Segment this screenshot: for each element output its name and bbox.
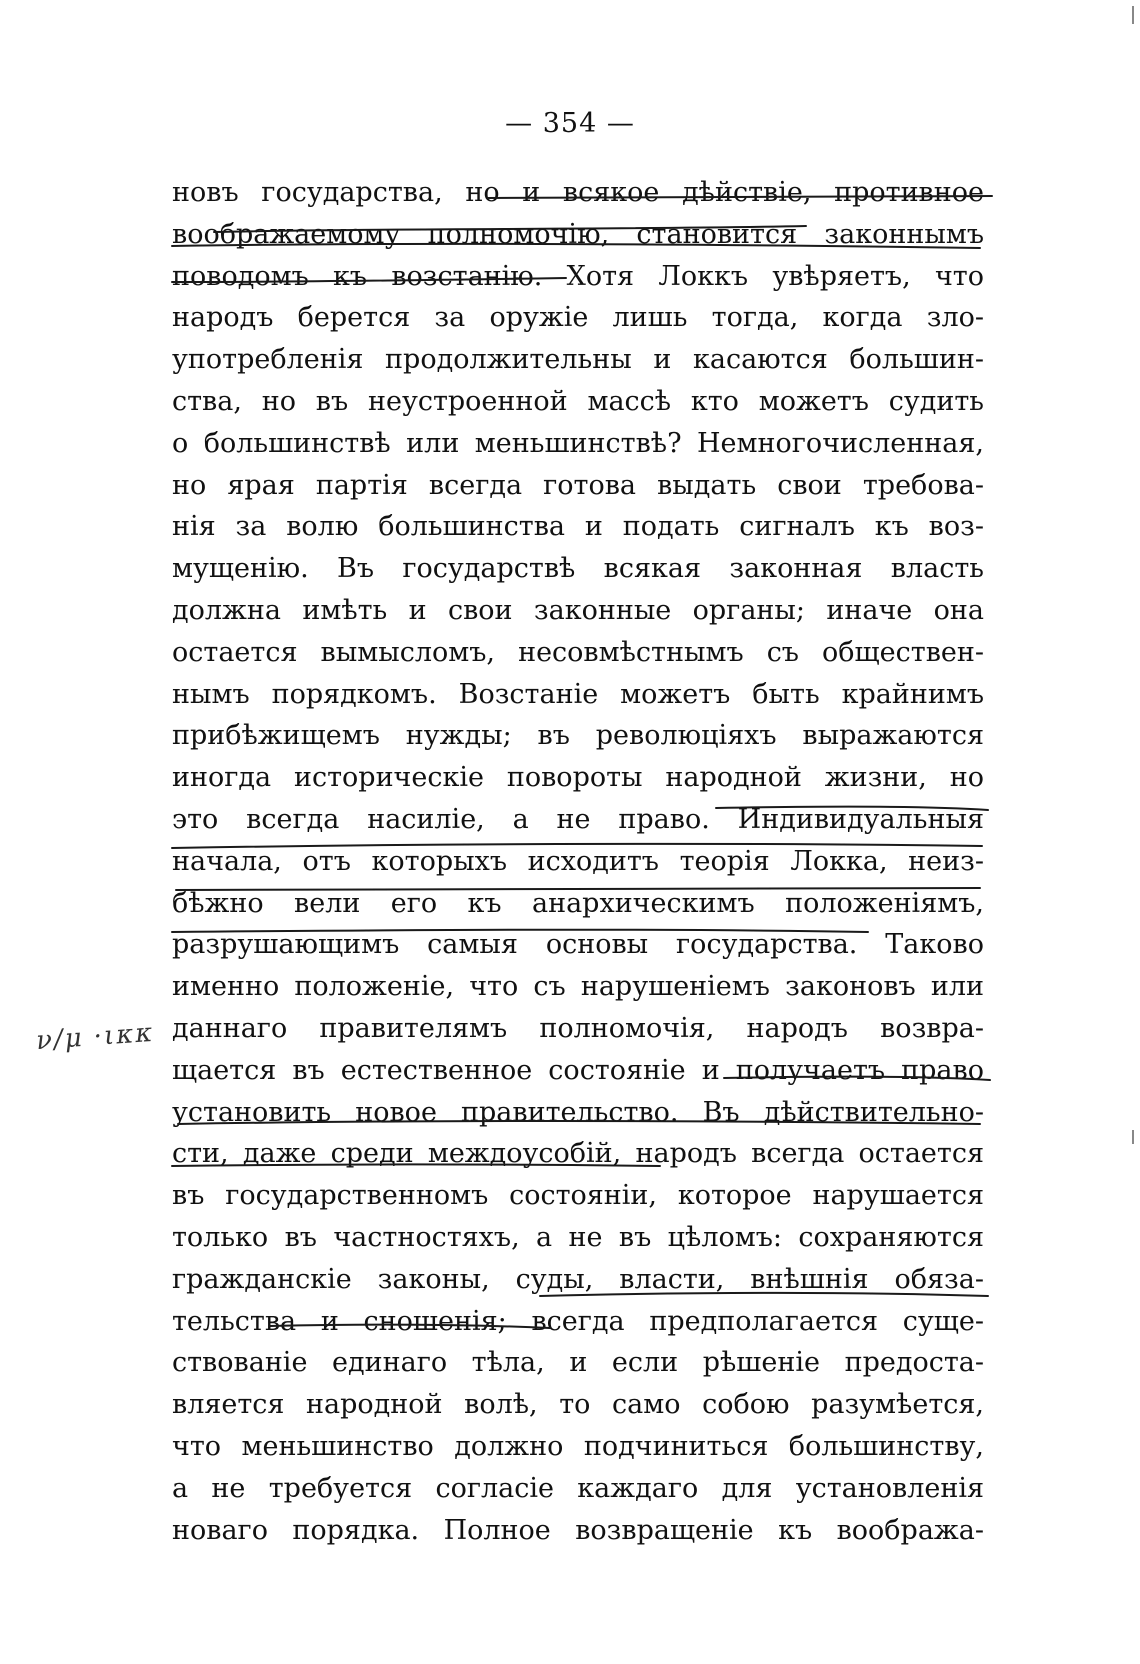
text-line: ства, но въ неустроенной массѣ кто можетъ судить <box>172 385 984 417</box>
text-line: народъ берется за оружіе лишь тогда, когда зло- <box>172 302 984 334</box>
text-line: должна имѣть и свои законные органы; иначе она <box>172 594 984 626</box>
text-line: гражданскіе законы, суды, власти, внѣшнія обяза- <box>172 1263 984 1295</box>
text-line: въ государственномъ состояніи, которое нарушается <box>172 1180 984 1212</box>
text-line: иногда историческіе повороты народной жизни, но <box>172 762 984 794</box>
text-line: о большинствѣ или меньшинствѣ? Немногочисленная, <box>172 427 984 459</box>
text-line: щается въ естественное состояніе и получаетъ право <box>172 1054 984 1086</box>
text-line: поводомъ къ возстанію. Хотя Локкъ увѣряетъ, что <box>172 260 984 292</box>
text-line: только въ частностяхъ, а не въ цѣломъ: сохраняются <box>172 1221 984 1253</box>
text-line: новаго порядка. Полное возвращеніе къ вообража- <box>172 1514 984 1546</box>
text-line: разрушающимъ самыя основы государства. Таково <box>172 929 984 961</box>
text-line: нія за волю большинства и подать сигналъ къ воз- <box>172 511 984 543</box>
text-line: начала, отъ которыхъ исходитъ теорія Локка, неиз- <box>172 845 984 877</box>
text-line: ствованіе единаго тѣла, и если рѣшеніе предоста- <box>172 1347 984 1379</box>
text-line: нымъ порядкомъ. Возстаніе можетъ быть крайнимъ <box>172 678 984 710</box>
text-line: воображаемому полномочію, становится законнымъ <box>172 218 984 250</box>
handwritten-marginal-note: ν/μ ·ικκ <box>35 1017 156 1057</box>
text-line: вляется народной волѣ, то само собою разумѣется, <box>172 1389 984 1421</box>
body-text <box>172 172 984 1551</box>
text-line: мущенію. Въ государствѣ всякая законная власть <box>172 553 984 585</box>
text-line: установить новое правительство. Въ дѣйствительно- <box>172 1096 984 1128</box>
scan-edge-mark <box>1132 1130 1134 1144</box>
scan-edge-mark <box>1132 6 1134 24</box>
text-line: новъ государства, но и всякое дѣйствіе, противное <box>172 177 984 208</box>
page-number: — 354 — <box>505 108 635 139</box>
text-line: это всегда насиліе, а не право. Индивидуальныя <box>172 803 984 835</box>
text-line: бѣжно вели его къ анархическимъ положеніямъ, <box>172 887 984 919</box>
text-line: что меньшинство должно подчиниться большинству, <box>172 1430 984 1462</box>
text-line: даннаго правителямъ полномочія, народъ возвра- <box>172 1012 984 1044</box>
text-line: а не требуется согласіе каждаго для установленія <box>172 1472 984 1504</box>
text-line: тельства и сношенія; всегда предполагается суще- <box>172 1305 984 1337</box>
text-line: прибѣжищемъ нужды; въ революціяхъ выражаются <box>172 720 984 752</box>
text-line: но ярая партія всегда готова выдать свои требова- <box>172 469 984 501</box>
text-line: сти, даже среди междоусобій, народъ всегда остается <box>172 1138 984 1170</box>
text-line: остается вымысломъ, несовмѣстнымъ съ обществен- <box>172 636 984 668</box>
text-line: именно положеніе, что съ нарушеніемъ законовъ или <box>172 971 984 1003</box>
text-line: употребленія продолжительны и касаются большин- <box>172 344 984 376</box>
